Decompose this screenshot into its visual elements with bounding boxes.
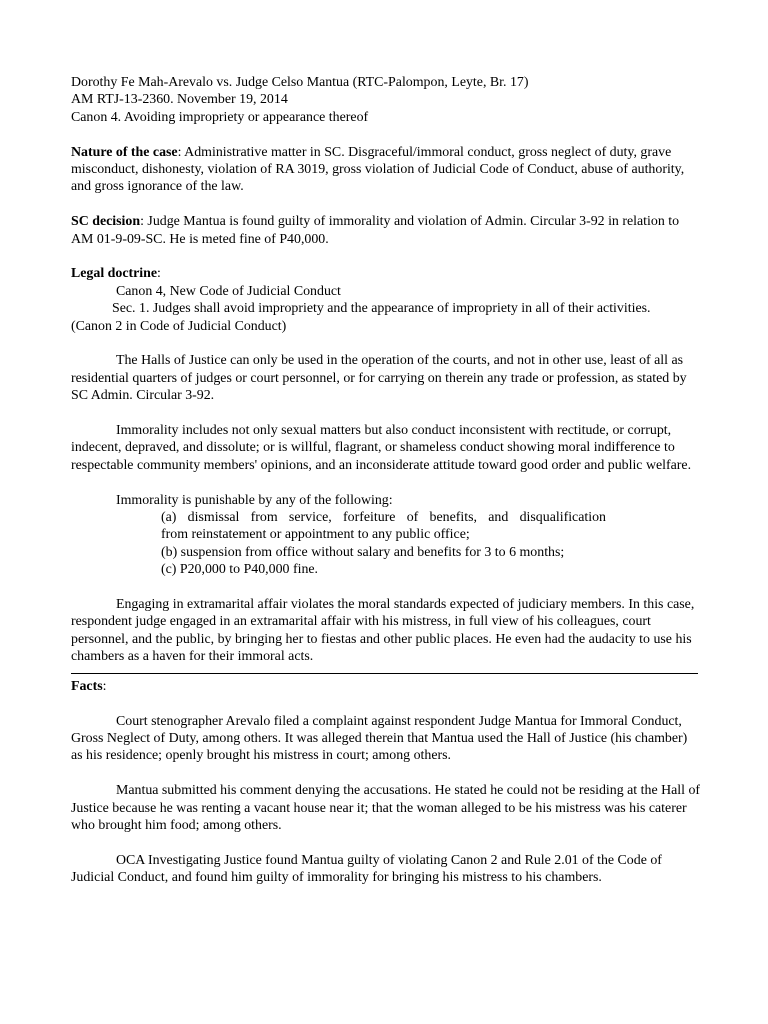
canon-line: Canon 4, New Code of Judicial Conduct [116,283,341,299]
case-topic: Canon 4. Avoiding impropriety or appearance thereof [71,109,369,125]
decision-label: SC decision [71,214,141,230]
list-item: (c) P20,000 to P40,000 fine. [161,562,319,578]
list-item: (b) suspension from office without salary and benefits for 3 to 6 months; [161,544,565,560]
facts-paragraph-1: Court stenographer Arevalo filed a complaint against respondent Judge Mantua for Immoral Conduct, Gross Neglect of Duty, among others. It was alleged therein that Mantua used the Hall of Justice (his chamber) as his residence; openly brought his mistress in court; among others. [71,713,688,764]
punishable-intro: Immorality is punishable by any of the following: [116,492,393,508]
sc-decision [71,213,701,248]
section-divider [71,673,698,674]
case-title: Dorothy Fe Mah-Arevalo vs. Judge Celso Mantua (RTC-Palompon, Leyte, Br. 17) [71,75,529,90]
decision-text: : Judge Mantua is found guilty of immorality and violation of Admin. Circular 3-92 in relation to AM 01-9-09-SC. He is meted fine of P40,000. [71,214,680,247]
case-number: AM RTJ-13-2360. November 19, 2014 [71,92,288,108]
list-item-continuation: from reinstatement or appointment to any public office; [161,527,470,543]
facts-heading: Facts: [71,678,107,694]
facts-paragraph-3: OCA Investigating Justice found Mantua guilty of violating Canon 2 and Rule 2.01 of the Code of Judicial Conduct, and found him guilty of immorality for bringing his mistress to his chambers. [71,852,662,886]
nature-of-case [71,144,701,196]
facts-paragraph-2: Mantua submitted his comment denying the accusations. He stated he could not be residing at the Hall of Justice because he was renting a vacant house near it; that the woman alleged to be his mistress was his caterer who brought him food; among others. [71,783,701,833]
section-line: Sec. 1. Judges shall avoid impropriety and the appearance of impropriety in all of their activities. [112,301,651,317]
halls-of-justice-paragraph: The Halls of Justice can only be used in the operation of the courts, and not in other use, least of all as residential quarters of judges or court personnel, or for carrying on therein any trade or profession, as stated by SC Admin. Circular 3-92. [71,353,687,404]
facts-label: Facts [71,678,103,694]
immorality-definition-paragraph: Immorality includes not only sexual matters but also conduct inconsistent with rectitude, or corrupt, indecent, depraved, and dissolute; or is willful, flagrant, or shameless conduct showing moral indifference to respectable community members' opinions, and an inconsiderate attitude toward good order and public welfare. [71,423,692,473]
nature-label: Nature of the case [71,144,178,160]
doctrine-label: Legal doctrine [71,266,158,282]
legal-doctrine-heading: Legal doctrine: [71,266,161,282]
penalty-list [71,509,701,579]
extramarital-affair-paragraph: Engaging in extramarital affair violates the moral standards expected of judiciary members. In this case, respondent judge engaged in an extramarital affair with his mistress, in full view of his colleagues, court personnel, and the public, by bringing her to fiestas and other public places. He even had the audacity to use his chambers as a haven for their immoral acts. [71,597,695,665]
section-continuation: (Canon 2 in Code of Judicial Conduct) [71,318,287,334]
list-item: (a) dismissal from service, forfeiture of benefits, and disqualification [161,510,606,526]
nature-text: : Administrative matter in SC. Disgraceful/immoral conduct, gross neglect of duty, grave misconduct, dishonesty, violation of RA 3019, gross violation of Judicial Code of Conduct, abuse of authority, and gross ignorance of the law. [71,144,685,195]
document-page [71,74,701,887]
